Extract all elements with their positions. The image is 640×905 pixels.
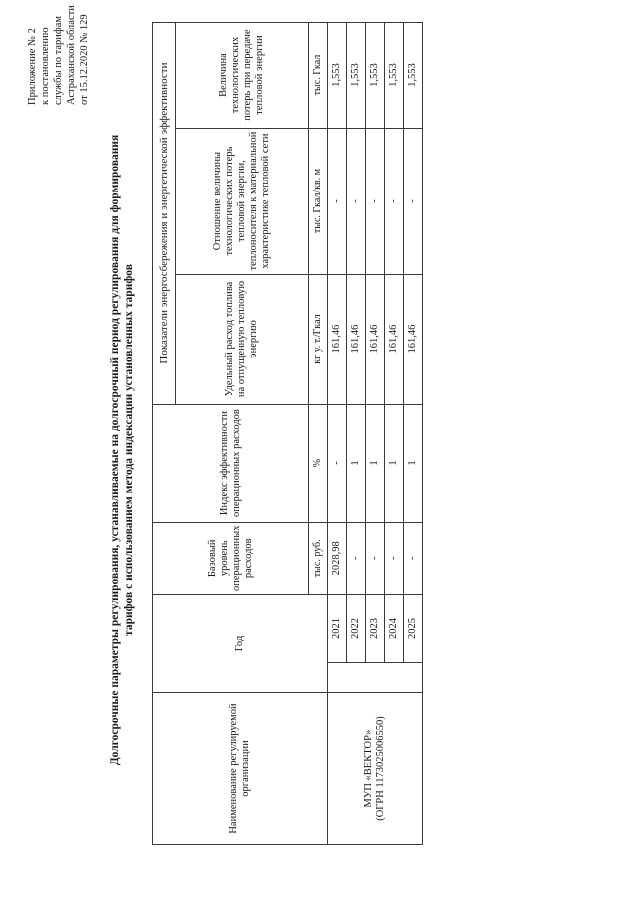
- tech-losses-cell: 1,553: [385, 22, 404, 128]
- parameters-table: [152, 22, 423, 845]
- unit-loss-ratio: тыс. Гкал/кв. м: [309, 128, 328, 274]
- header-year: Год: [153, 595, 328, 693]
- title-line: Долгосрочные параметры регулирования, устанавливаемые на долгосрочный период регулирования для формирования: [109, 134, 121, 766]
- appendix-line: Приложение № 2: [27, 28, 38, 105]
- tech-losses-cell: 1,553: [347, 22, 366, 128]
- year-cell: 2022: [347, 595, 366, 663]
- efficiency-index-cell: 1: [366, 404, 385, 522]
- fuel-consumption-cell: 161,46: [347, 274, 366, 404]
- fuel-consumption-cell: 161,46: [328, 274, 347, 404]
- year-cell: 2024: [385, 595, 404, 663]
- table-row: [328, 22, 347, 844]
- tech-losses-cell: 1,553: [328, 22, 347, 128]
- loss-ratio-cell: -: [385, 128, 404, 274]
- header-tech-losses: Величина технологических потерь при передаче тепловой энергии: [176, 22, 309, 128]
- year-cell: 2023: [366, 595, 385, 663]
- blank-cell: [328, 663, 423, 693]
- unit-tech-losses: тыс. Гкал: [309, 22, 328, 128]
- efficiency-index-cell: 1: [347, 404, 366, 522]
- loss-ratio-cell: -: [366, 128, 385, 274]
- fuel-consumption-cell: 161,46: [385, 274, 404, 404]
- header-loss-ratio: Отношение величины технологических потерь тепловой энергии, теплоносителя к материальной характеристике тепловой сети: [176, 128, 309, 274]
- document-title: [108, 35, 136, 865]
- header-energy-group: Показатели энергосбережения и энергетической эффективности: [153, 22, 176, 404]
- unit-efficiency-index: %: [309, 404, 328, 522]
- organization-name: МУП «ВЕКТОР»: [363, 729, 374, 808]
- title-line: тарифов с использованием метода индексации установленных тарифов: [123, 264, 135, 636]
- header-org-name: Наименование регулируемой организации: [153, 693, 328, 845]
- base-level-cell: 2028,98: [328, 522, 347, 594]
- efficiency-index-cell: -: [328, 404, 347, 522]
- organization-cell: [328, 693, 423, 845]
- appendix-block: [26, 0, 91, 105]
- fuel-consumption-cell: 161,46: [366, 274, 385, 404]
- fuel-consumption-cell: 161,46: [404, 274, 423, 404]
- header-base-level: Базовый уровень операционных расходов: [153, 522, 309, 594]
- base-level-cell: -: [347, 522, 366, 594]
- tech-losses-cell: 1,553: [366, 22, 385, 128]
- efficiency-index-cell: 1: [385, 404, 404, 522]
- base-level-cell: -: [404, 522, 423, 594]
- loss-ratio-cell: -: [347, 128, 366, 274]
- year-cell: 2025: [404, 595, 423, 663]
- header-efficiency-index: Индекс эффективности операционных расходов: [153, 404, 309, 522]
- header-row: [153, 22, 176, 844]
- organization-ogrn: (ОГРН 1173025006550): [375, 716, 386, 821]
- appendix-line: от 15.12.2020 № 129: [79, 14, 90, 105]
- loss-ratio-cell: -: [404, 128, 423, 274]
- loss-ratio-cell: -: [328, 128, 347, 274]
- tech-losses-cell: 1,553: [404, 22, 423, 128]
- unit-base-level: тыс. руб.: [309, 522, 328, 594]
- efficiency-index-cell: 1: [404, 404, 423, 522]
- unit-fuel-consumption: кг у. т./Гкал: [309, 274, 328, 404]
- appendix-line: к постановлению: [40, 27, 51, 105]
- base-level-cell: -: [385, 522, 404, 594]
- header-fuel-consumption: Удельный расход топлива на отпущенную тепловую энергию: [176, 274, 309, 404]
- appendix-line: Астраханской области: [66, 5, 77, 105]
- appendix-line: службы по тарифам: [53, 16, 64, 105]
- year-cell: 2021: [328, 595, 347, 663]
- base-level-cell: -: [366, 522, 385, 594]
